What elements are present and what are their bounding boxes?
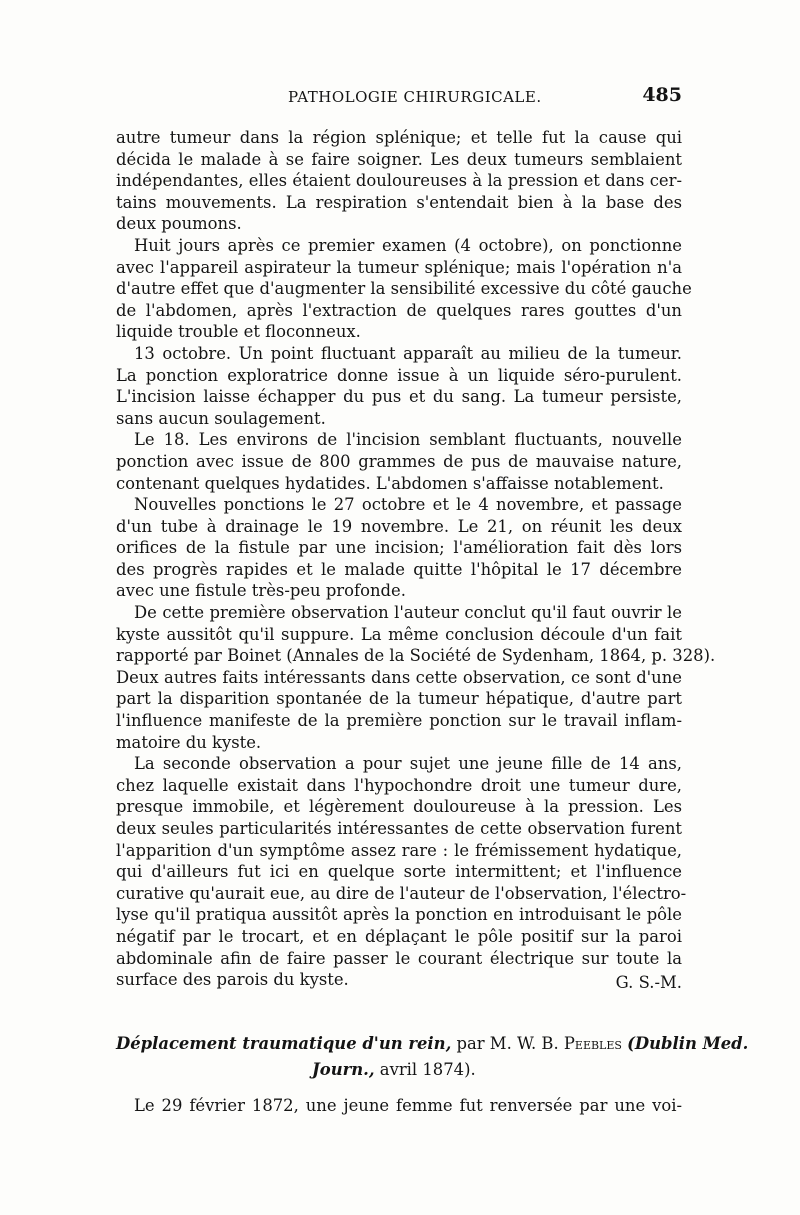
text-line: Deux autres faits intéressants dans cette observation, ce sont d'une xyxy=(116,667,682,687)
text-line: ponction avec issue de 800 grammes de pus de mauvaise nature, xyxy=(116,451,682,471)
text-line: La seconde observation a pour sujet une jeune fille de 14 ans, xyxy=(134,754,682,774)
text-line: kyste aussitôt qu'il suppure. La même conclusion découle d'un fait xyxy=(116,624,682,644)
text-line: autre tumeur dans la région splénique; et telle fut la cause qui xyxy=(116,128,682,147)
text-line: L'incision laisse échapper du pus et du sang. La tumeur persiste, xyxy=(116,387,682,407)
paragraph xyxy=(116,753,687,993)
text-line: Huit jours après ce premier examen (4 octobre), on ponctionne xyxy=(134,235,682,255)
text-line: orifices de la fistule par une incision; l'amélioration fait dès lors xyxy=(116,538,682,558)
text-line: l'apparition d'un symptôme assez rare : le frémissement hydatique, xyxy=(116,840,682,860)
text-line: négatif par le trocart, et en déplaçant le pôle positif sur la paroi xyxy=(116,926,682,946)
paragraph xyxy=(116,235,692,343)
text-line: presque immobile, et légèrement douloureuse à la pression. Les xyxy=(116,797,682,817)
text-line: La ponction exploratrice donne issue à un liquide séro-purulent. xyxy=(116,365,682,385)
paragraph xyxy=(116,494,682,602)
citation-date: avril 1874). xyxy=(379,1060,476,1079)
text-line: tains mouvements. La respiration s'entendait bien à la base des xyxy=(116,192,682,212)
citation-journal-end: Journ., xyxy=(312,1060,375,1079)
text-line: sans aucun soulagement. xyxy=(116,408,326,428)
paragraph xyxy=(116,1094,682,1118)
text-line: contenant quelques hydatides. L'abdomen s'affaisse notablement. xyxy=(116,473,664,493)
running-title: PATHOLOGIE CHIRURGICALE. xyxy=(288,88,542,106)
text-line: curative qu'aurait eue, au dire de l'auteur de l'observation, l'électro- xyxy=(116,883,687,903)
text-line: Le 29 février 1872, une jeune femme fut renversée par une voi- xyxy=(134,1096,682,1115)
text-line: part la disparition spontanée de la tumeur hépatique, d'autre part xyxy=(116,689,682,709)
text-line: De cette première observation l'auteur conclut qu'il faut ouvrir le xyxy=(134,603,682,623)
citation-journal: (Dublin Med. xyxy=(627,1034,749,1053)
text-line: l'influence manifeste de la première ponction sur le travail inflam- xyxy=(116,711,682,731)
text-line: de l'abdomen, après l'extraction de quelques rares gouttes d'un xyxy=(116,300,682,320)
text-line: lyse qu'il pratiqua aussitôt après la ponction en introduisant le pôle xyxy=(116,905,682,925)
text-line: décida le malade à se faire soigner. Les deux tumeurs semblaient xyxy=(116,149,682,169)
author-signature: G. S.-M. xyxy=(615,973,682,993)
text-line: qui d'ailleurs fut ici en quelque sorte intermittent; et l'influence xyxy=(116,862,682,882)
text-line: deux seules particularités intéressantes de cette observation furent xyxy=(116,819,682,838)
last-line-with-signature xyxy=(116,969,682,991)
text-line: Nouvelles ponctions le 27 octobre et le 4 novembre, et passage xyxy=(134,495,682,515)
text-line: d'un tube à drainage le 19 novembre. Le 21, on réunit les deux xyxy=(116,516,682,536)
text-line: d'autre effet que d'augmenter la sensibilité excessive du côté gauche xyxy=(116,279,692,299)
text-line: matoire du kyste. xyxy=(116,732,262,752)
citation-line xyxy=(116,1031,749,1057)
text-line: avec une fistule très-peu profonde. xyxy=(116,581,406,601)
text-line: liquide trouble et floconneux. xyxy=(116,322,361,342)
paragraph xyxy=(116,602,716,753)
citation-line xyxy=(116,1057,682,1083)
paragraph xyxy=(116,429,682,494)
article-citation xyxy=(116,1031,749,1083)
text-line: chez laquelle existait dans l'hypochondre droit une tumeur dure, xyxy=(116,775,682,795)
text-line: surface des parois du kyste. xyxy=(116,970,349,990)
text-line: avec l'appareil aspirateur la tumeur splénique; mais l'opération n'a xyxy=(116,257,682,277)
body-text xyxy=(116,127,716,993)
running-head xyxy=(116,84,682,112)
text-line: abdominale afin de faire passer le courant électrique sur toute la xyxy=(116,948,682,968)
page-number: 485 xyxy=(642,84,682,106)
text-line: Le 18. Les environs de l'incision semblant fluctuants, nouvelle xyxy=(134,430,682,450)
citation-by: par M. W. B. xyxy=(456,1034,559,1053)
text-line: rapporté par Boinet (Annales de la Société de Sydenham, 1864, p. 328). xyxy=(116,646,716,666)
paragraph xyxy=(116,127,682,235)
citation-author: Peebles xyxy=(563,1034,622,1053)
text-line: deux poumons. xyxy=(116,214,242,234)
article-title: Déplacement traumatique d'un rein, xyxy=(116,1034,452,1053)
paragraph xyxy=(116,343,682,429)
text-line: 13 octobre. Un point fluctuant apparaît au milieu de la tumeur. xyxy=(134,343,682,363)
text-line: indépendantes, elles étaient douloureuses à la pression et dans cer- xyxy=(116,171,682,191)
text-line: des progrès rapides et le malade quitte l'hôpital le 17 décembre xyxy=(116,559,682,579)
